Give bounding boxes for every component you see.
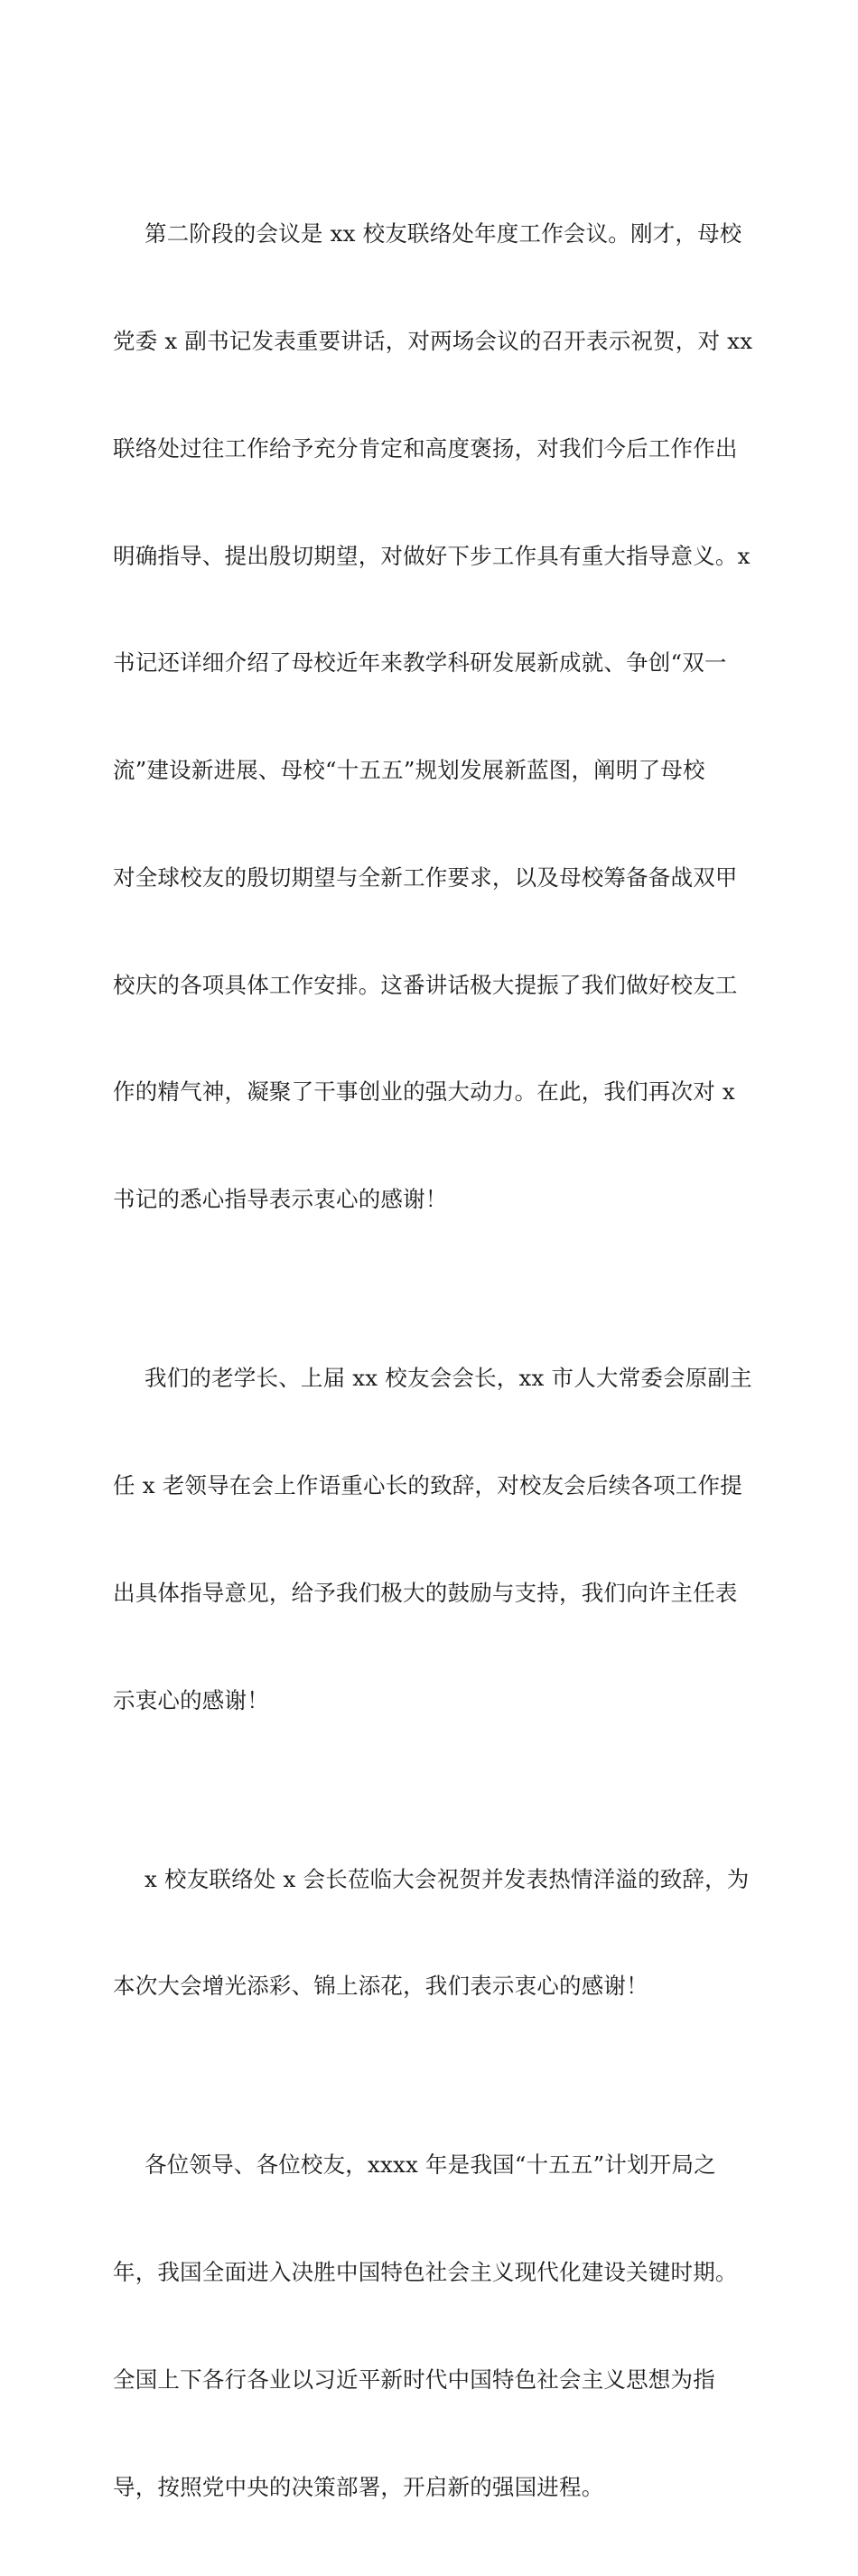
text-line: 示衷心的感谢！ (113, 1686, 269, 1713)
text-line: x 校友联络处 x 会长莅临大会祝贺并发表热情洋溢的致辞，为 (145, 1865, 750, 1892)
text-line: 作的精气神，凝聚了干事创业的强大动力。在此，我们再次对 x (113, 1078, 735, 1106)
text-line: 书记还详细介绍了母校近年来教学科研发展新成就、争创“双一 (113, 649, 727, 677)
text-line: 各位领导、各位校友，xxxx 年是我国“十五五”计划开局之 (145, 2151, 716, 2179)
text-line: 我们的老学长、上届 xx 校友会会长，xx 市人大常委会原副主 (145, 1365, 752, 1392)
text-line: 年，我国全面进入决胜中国特色社会主义现代化建设关键时期。 (113, 2259, 738, 2286)
text-line: 党委 x 副书记发表重要讲话，对两场会议的召开表示祝贺，对 xx (113, 327, 753, 354)
text-line: 本次大会增光添彩、锦上添花，我们表示衷心的感谢！ (113, 1973, 648, 2000)
paragraph-4 (113, 2076, 745, 2576)
text-line: 明确指导、提出殷切期望，对做好下步工作具有重大指导意义。x (113, 542, 751, 569)
text-line: 全国上下各行各业以习近平新时代中国特色社会主义思想为指 (113, 2366, 715, 2393)
text-line: 联络处过往工作给予充分肯定和高度褒扬，对我们今后工作作出 (113, 434, 738, 462)
paragraph-3 (113, 1789, 750, 2076)
paragraph-2 (113, 1289, 752, 1789)
paragraph-1 (113, 145, 753, 1289)
text-line: 第二阶段的会议是 xx 校友联络处年度工作会议。刚才，母校 (145, 220, 742, 247)
document-body (113, 145, 753, 2576)
text-line: 导，按照党中央的决策部署，开启新的强国进程。 (113, 2473, 604, 2500)
text-line: 对全球校友的殷切期望与全新工作要求，以及母校筹备备战双甲 (113, 863, 738, 891)
text-line: 任 x 老领导在会上作语重心长的致辞，对校友会后续各项工作提 (113, 1471, 742, 1498)
text-line: 出具体指导意见，给予我们极大的鼓励与支持，我们向许主任表 (113, 1579, 738, 1606)
text-line: 书记的悉心指导表示衷心的感谢！ (113, 1186, 448, 1213)
text-line: 流”建设新进展、母校“十五五”规划发展新蓝图，阐明了母校 (113, 757, 705, 784)
text-line: 校庆的各项具体工作安排。这番讲话极大提振了我们做好校友工 (113, 971, 738, 998)
